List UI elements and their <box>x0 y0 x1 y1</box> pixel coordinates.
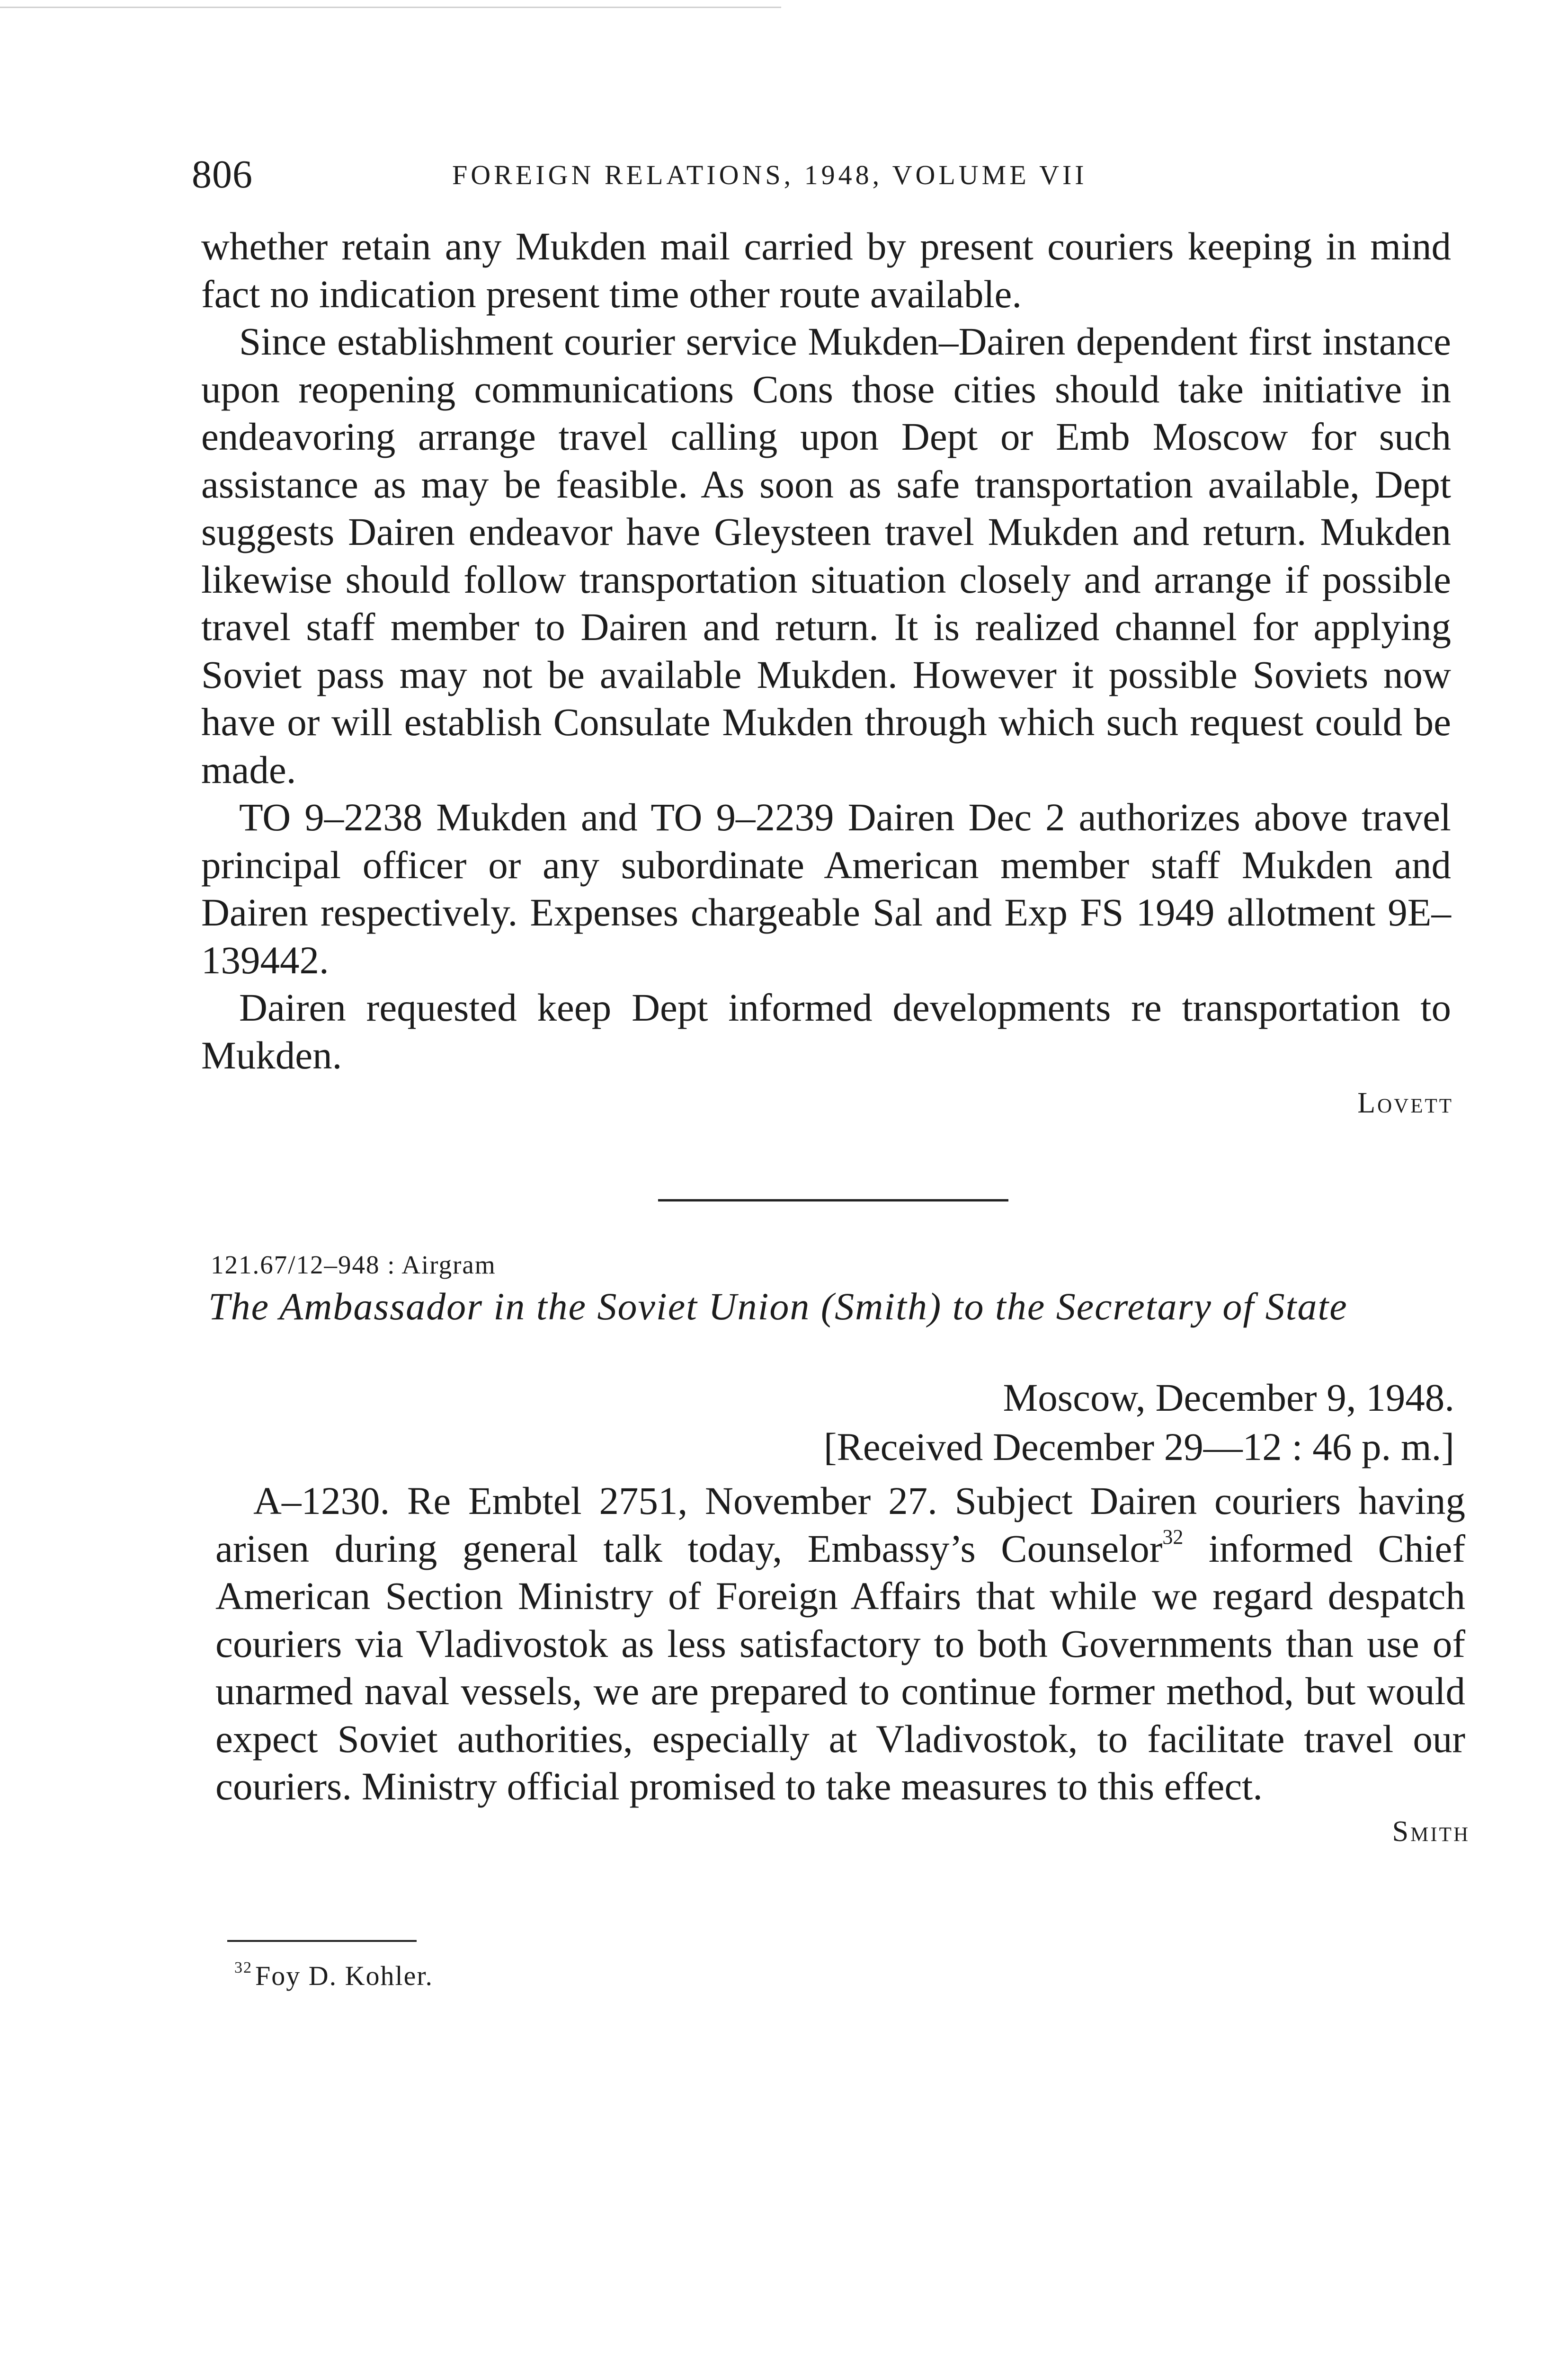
footnote-reference[interactable]: 32 <box>1162 1525 1184 1548</box>
scan-edge-line <box>0 7 781 8</box>
paragraph: whether retain any Mukden mail carried by present couriers keeping in mind fact no indication present time other route available. <box>201 224 1451 316</box>
paragraph: Dairen requested keep Dept informed developments re transportation to Mukden. <box>201 986 1451 1077</box>
footnote-divider <box>227 1940 417 1942</box>
received-date: [Received December 29—12 : 46 p. m.] <box>823 1425 1454 1468</box>
document-2-body <box>215 1477 1470 1853</box>
paragraph: Since establishment courier service Mukden–Dairen dependent first instance upon reopening communications Cons those cities should take initiative in endeavoring arrange travel calling upon Dept or Emb Moscow for such assistance as may be feasible. As soon as safe transportation available, Dept suggests Dairen endeavor have Gleysteen travel Mukden and return. Mukden likewise should follow transportation situation closely and arrange if possible travel staff member to Dairen and return. It is realized channel for applying Soviet pass may not be available Mukden. However it possible Soviets now have or will establish Consulate Mukden through which such request could be made. <box>201 320 1451 792</box>
footnote <box>234 1959 433 1992</box>
paragraph <box>215 1477 1465 1810</box>
document-1-body <box>201 222 1451 1124</box>
page-header <box>192 151 1233 204</box>
dateline-place-date: Moscow, December 9, 1948. <box>1003 1376 1454 1419</box>
footnote-number: 32 <box>234 1959 252 1976</box>
running-head: FOREIGN RELATIONS, 1948, VOLUME VII <box>452 160 1087 190</box>
footnote-text: Foy D. Kohler. <box>255 1960 433 1991</box>
signature-lovett: Lovett <box>1357 1087 1453 1119</box>
signature-smith: Smith <box>1392 1815 1470 1848</box>
paragraph-text: informed Chief American Section Ministry of Foreign Affairs that while we regard despatch couriers via Vladivostok as less satisfactory to both Governments than use of unarmed naval vessels, we are prepared to continue former method, but would expect Soviet authorities, especially at Vladivostok, to facilitate travel our couriers. Ministry official promised to take measures to this effect. <box>215 1526 1466 1808</box>
section-divider <box>658 1199 1008 1201</box>
dateline <box>824 1373 1454 1471</box>
paragraph-text: A–1230. Re Embtel 2751, November 27. Subject Dairen couriers having arisen during general talk today, Embassy’s Counselor <box>215 1479 1465 1570</box>
document-title: The Ambassador in the Soviet Union (Smith) to the Secretary of State <box>208 1285 1348 1328</box>
page-number: 806 <box>192 152 253 196</box>
paragraph: TO 9–2238 Mukden and TO 9–2239 Dairen Dec 2 authorizes above travel principal officer or any subordinate American member staff Mukden and Dairen respectively. Expenses chargeable Sal and Exp FS 1949 allotment 9E–139442. <box>201 795 1451 982</box>
file-reference: 121.67/12–948 : Airgram <box>211 1250 496 1279</box>
